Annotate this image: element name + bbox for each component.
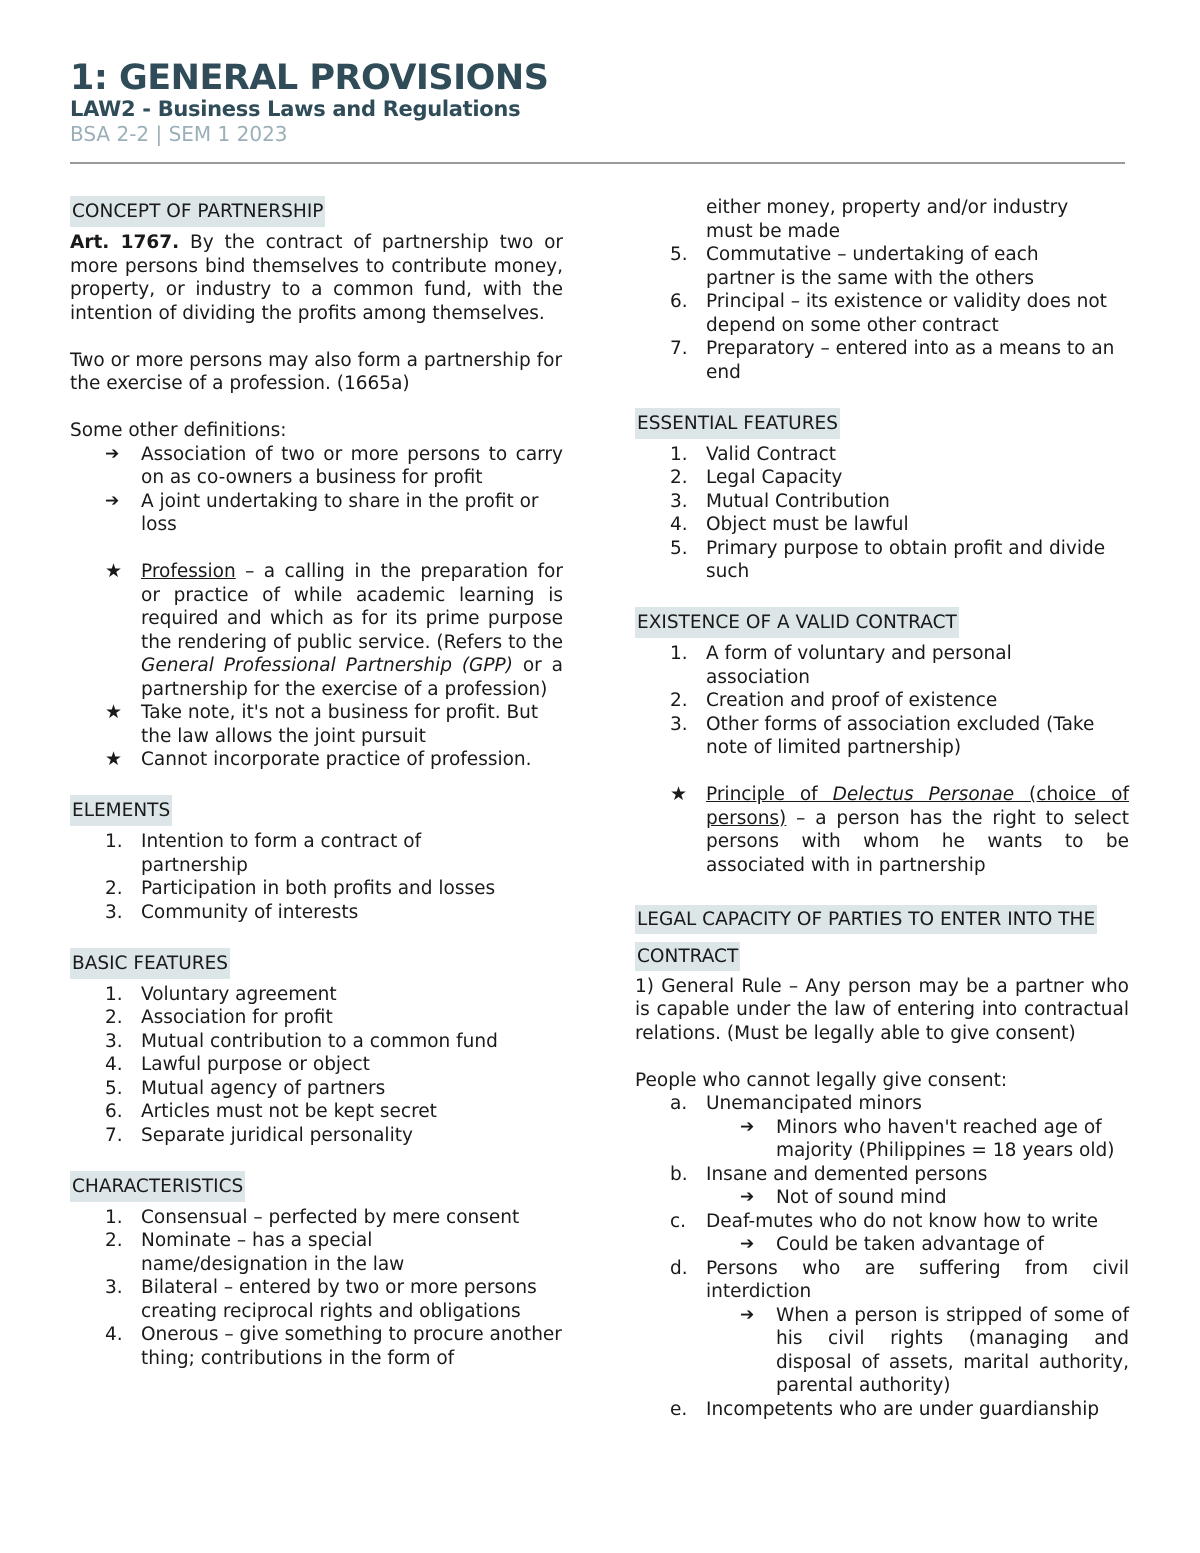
list-item: 3. Other forms of association excluded (Take note of limited partnership) bbox=[670, 713, 1095, 758]
list-item: a. Unemancipated minors bbox=[670, 1093, 922, 1114]
right-column bbox=[635, 196, 1129, 1421]
list-item: 3. Bilateral – entered by two or more persons creating reciprocal rights and obligations bbox=[105, 1277, 537, 1322]
existence-list bbox=[635, 642, 1129, 760]
list-item: 2. Nominate – has a special name/designation in the law bbox=[105, 1230, 405, 1275]
list-item: 4. Object must be lawful bbox=[670, 514, 909, 535]
elements-list bbox=[70, 830, 563, 924]
star-icon: ★ bbox=[105, 701, 123, 723]
characteristics-list-continued bbox=[635, 196, 1129, 384]
list-item: 4. Lawful purpose or object bbox=[105, 1054, 370, 1075]
list-item: c. Deaf-mutes who do not know how to write bbox=[670, 1210, 1099, 1232]
term-profession: Profession bbox=[141, 561, 236, 582]
arrow-icon: ➔ bbox=[740, 1116, 755, 1137]
list-item: 3. Community of interests bbox=[105, 901, 359, 923]
list-item: 7. Separate juridical personality bbox=[105, 1124, 413, 1146]
list-item: ➔ Could be taken advantage of bbox=[740, 1234, 1044, 1255]
arrow-icon: ➔ bbox=[740, 1304, 755, 1325]
list-item: b. Insane and demented persons bbox=[670, 1163, 988, 1185]
section-heading-legal-capacity: LEGAL CAPACITY OF PARTIES TO ENTER INTO THE CONTRACT bbox=[635, 901, 1129, 975]
characteristics-list bbox=[70, 1206, 563, 1371]
section-heading-essential-features: ESSENTIAL FEATURES bbox=[635, 408, 840, 439]
list-item: d. Persons who are suffering from civil interdiction bbox=[670, 1257, 1129, 1302]
list-item: ★ Cannot incorporate practice of profession. bbox=[105, 748, 532, 770]
list-item: 5. Primary purpose to obtain profit and divide such bbox=[670, 537, 1106, 582]
left-column bbox=[70, 196, 563, 1370]
list-item: 3. Mutual Contribution bbox=[670, 490, 890, 512]
list-item: 1. Valid Contract bbox=[670, 443, 837, 465]
article-1767 bbox=[70, 231, 563, 325]
section-heading-existence: EXISTENCE OF A VALID CONTRACT bbox=[635, 607, 959, 638]
list-item: 1. Voluntary agreement bbox=[105, 983, 337, 1005]
article-text: By the contract of partnership two or more persons bind themselves to contribute money, property, or industry to a common fund, with the intention of dividing the profits among themselves. bbox=[70, 232, 564, 324]
list-item: 3. Mutual contribution to a common fund bbox=[105, 1030, 498, 1052]
course-subtitle: LAW2 - Business Laws and Regulations bbox=[70, 97, 521, 121]
course-meta: BSA 2-2 | SEM 1 2023 bbox=[70, 122, 288, 146]
arrow-icon: ➔ bbox=[740, 1187, 755, 1207]
list-item: ➔ When a person is stripped of some of his civil rights (managing and disposal of assets, marital authority, parental authority) bbox=[740, 1304, 1129, 1396]
list-item: 4. Onerous – give something to procure another thing; contributions in the form of bbox=[105, 1324, 562, 1369]
article-label: Art. 1767. bbox=[70, 232, 180, 253]
page-title: 1: GENERAL PROVISIONS bbox=[70, 58, 549, 98]
list-item: ★ Profession – a calling in the preparation for or practice of while academic learning is required and which as for its prime purpose the rendering of public service. (Refers to the General Professional Partnership (GPP) or a partnership for the exercise of a profession) bbox=[105, 560, 563, 700]
basic-features-list bbox=[70, 983, 563, 1148]
general-rule: 1) General Rule – Any person may be a partner who is capable under the law of entering into contractual relations. (Must be legally able to give consent) bbox=[635, 975, 1129, 1044]
cannot-consent-list bbox=[635, 1092, 1129, 1421]
star-icon: ★ bbox=[105, 748, 123, 770]
list-item: 2. Creation and proof of existence bbox=[670, 690, 998, 711]
section-heading-concept: CONCEPT OF PARTNERSHIP bbox=[70, 196, 325, 227]
list-item: 2. Legal Capacity bbox=[670, 467, 843, 488]
list-item: ➔ Association of two or more persons to carry on as co-owners a business for profit bbox=[105, 443, 563, 488]
list-item: 1. Consensual – perfected by mere consent bbox=[105, 1206, 520, 1228]
list-item: 6. Principal – its existence or validity does not depend on some other contract bbox=[670, 291, 1107, 336]
list-item: ➔ Not of sound mind bbox=[740, 1187, 947, 1208]
existence-notes bbox=[635, 783, 1129, 877]
star-icon: ★ bbox=[105, 560, 123, 582]
list-item: ➔ Minors who haven't reached age of majority (Philippines = 18 years old) bbox=[740, 1116, 1115, 1161]
list-item: 2. Association for profit bbox=[105, 1007, 333, 1028]
list-item: ★ Principle of Delectus Personae (choice of persons) – a person has the right to select persons with whom he wants to be associated with in partnership bbox=[670, 783, 1129, 876]
list-item: ★ Take note, it's not a business for profit. But the law allows the joint pursuit bbox=[105, 701, 539, 747]
section-heading-characteristics: CHARACTERISTICS bbox=[70, 1171, 245, 1202]
arrow-icon: ➔ bbox=[740, 1234, 755, 1254]
section-heading-elements: ELEMENTS bbox=[70, 795, 172, 826]
notes-list bbox=[70, 560, 563, 772]
arrow-icon: ➔ bbox=[105, 490, 120, 511]
essential-features-list bbox=[635, 443, 1129, 584]
list-item: 6. Articles must not be kept secret bbox=[105, 1101, 437, 1122]
list-item: 2. Participation in both profits and losses bbox=[105, 878, 496, 899]
cannot-consent-label: People who cannot legally give consent: bbox=[635, 1069, 1008, 1091]
other-definitions-label: Some other definitions: bbox=[70, 420, 287, 441]
list-item: ➔ A joint undertaking to share in the profit or loss bbox=[105, 490, 539, 535]
section-heading-basic-features: BASIC FEATURES bbox=[70, 948, 230, 979]
list-item: 5. Mutual agency of partners bbox=[105, 1077, 386, 1099]
header-divider bbox=[70, 162, 1125, 164]
list-item: 5. Commutative – undertaking of each partner is the same with the others bbox=[670, 244, 1039, 289]
list-item: 1. A form of voluntary and personal association bbox=[670, 643, 1012, 688]
list-item: 1. Intention to form a contract of partnership bbox=[105, 831, 422, 876]
list-item: e. Incompetents who are under guardianship bbox=[670, 1398, 1100, 1420]
list-item: 7. Preparatory – entered into as a means to an end bbox=[670, 338, 1115, 383]
definitions-list bbox=[70, 443, 563, 537]
profession-paragraph: Two or more persons may also form a partnership for the exercise of a profession. (1665a) bbox=[70, 349, 563, 394]
list-item: either money, property and/or industry must be made bbox=[706, 197, 1069, 242]
arrow-icon: ➔ bbox=[105, 443, 120, 464]
star-icon: ★ bbox=[670, 783, 688, 805]
